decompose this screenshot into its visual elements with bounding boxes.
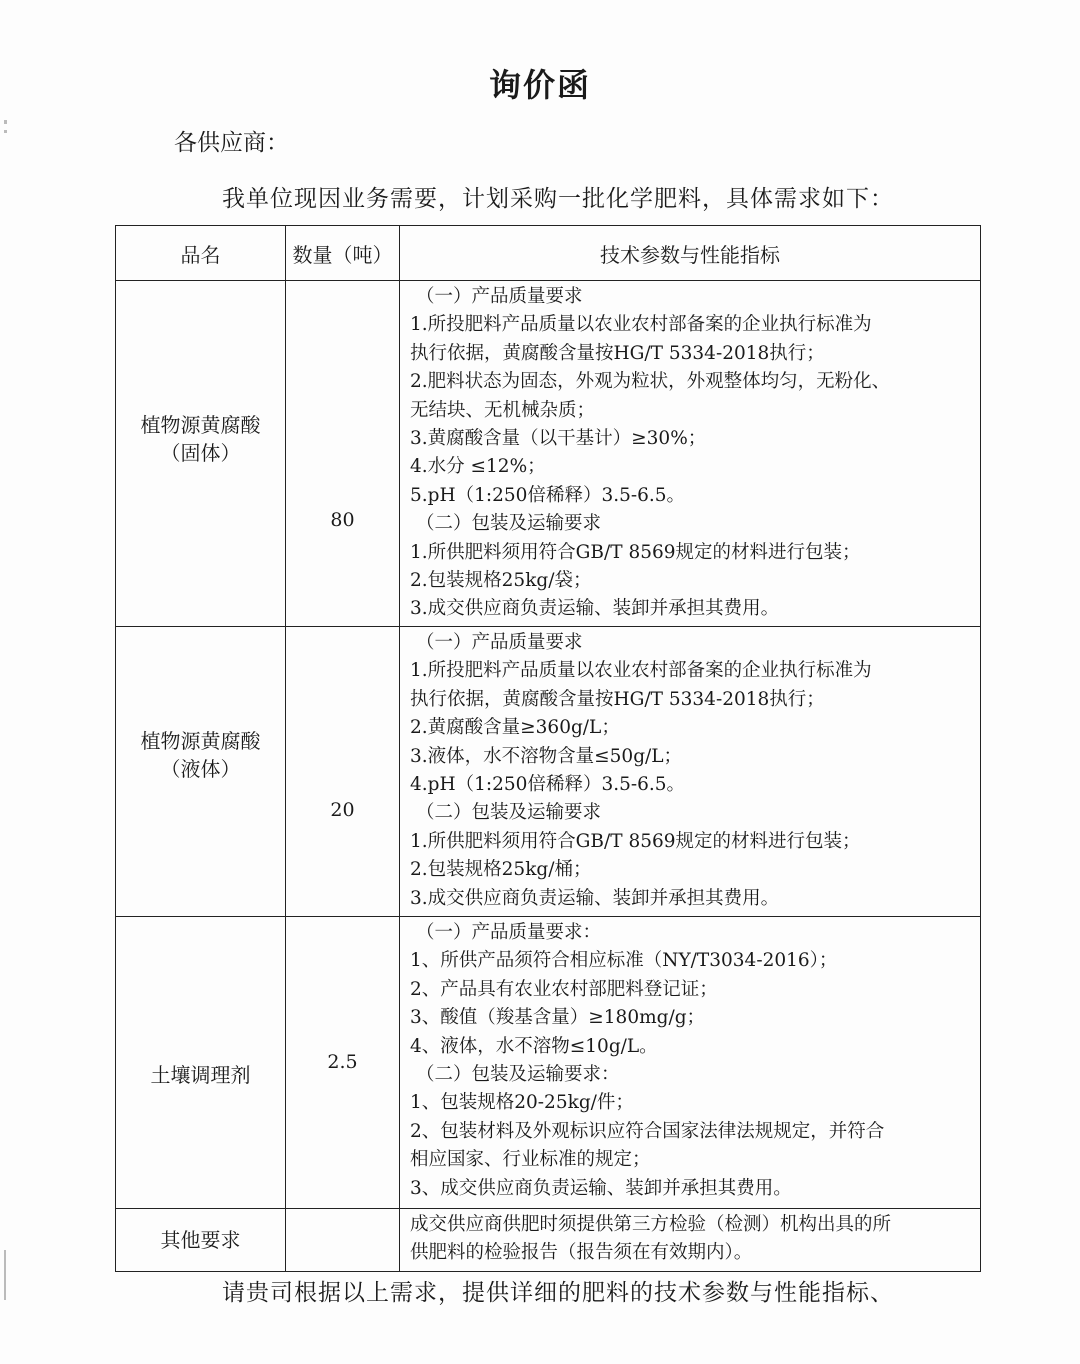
quantity-value: 20 — [330, 798, 355, 821]
spec-line: 2、产品具有农业农村部肥料登记证； — [410, 978, 718, 1000]
quantity-cell — [286, 1208, 400, 1271]
spec-line: 5.pH（1:250倍稀释）3.5-6.5。 — [410, 484, 686, 506]
spec-line: 执行依据，黄腐酸含量按HG/T 5334-2018执行； — [410, 688, 825, 710]
spec-line: 1.所投肥料产品质量以农业农村部备案的企业执行标准为 — [410, 660, 872, 682]
spec-line: （一）产品质量要求 — [416, 631, 583, 653]
spec-line: （一）产品质量要求 — [416, 286, 583, 307]
scan-artifact — [4, 130, 7, 133]
spec-line: 3、酸值（羧基含量）≥180mg/g； — [410, 1007, 706, 1029]
spec-cell — [400, 1208, 981, 1271]
spec-line: 成交供应商供肥时须提供第三方检验（检测）机构出具的所 — [410, 1213, 892, 1235]
product-form: （液体） — [160, 757, 241, 782]
spec-line: 3.黄腐酸含量（以干基计）≥30%； — [410, 428, 707, 450]
spec-line: （二）包装及运输要求 — [416, 513, 602, 535]
table-header-row — [116, 226, 981, 281]
salutation: 各供应商： — [174, 130, 289, 156]
spec-line: 3.液体，水不溶物含量≤50g/L； — [410, 745, 683, 767]
spec-line: 1.所投肥料产品质量以农业农村部备案的企业执行标准为 — [410, 314, 872, 336]
spec-line: 3、成交供应商负责运输、装卸并承担其费用。 — [410, 1177, 792, 1199]
table-row — [116, 1208, 981, 1271]
quantity-cell — [286, 281, 400, 627]
other-requirements-label: 其他要求 — [160, 1227, 241, 1252]
spec-line: （一）产品质量要求： — [416, 921, 602, 943]
spec-cell — [400, 281, 981, 627]
intro-paragraph: 我单位现因业务需要，计划采购一批化学肥料，具体需求如下： — [222, 186, 894, 212]
table-row — [116, 626, 981, 916]
spec-line: 执行依据，黄腐酸含量按HG/T 5334-2018执行； — [410, 342, 825, 364]
spec-line: 2.肥料状态为固态，外观为粒状，外观整体均匀，无粉化、 — [410, 371, 891, 393]
spec-line: 1.所供肥料须用符合GB/T 8569规定的材料进行包装； — [410, 541, 861, 563]
quantity-value: 80 — [330, 509, 355, 531]
spec-line: 相应国家、行业标准的规定； — [410, 1149, 651, 1171]
product-name: 植物源黄腐酸 — [140, 729, 261, 754]
requirements-table — [115, 225, 981, 1272]
spec-line: 2.包装规格25kg/袋； — [410, 570, 592, 592]
spec-line: （二）包装及运输要求： — [416, 1063, 620, 1085]
spec-line: 2.包装规格25kg/桶； — [410, 859, 592, 881]
product-form: （固体） — [160, 441, 241, 466]
table-row — [116, 916, 981, 1208]
spec-line: （二）包装及运输要求 — [416, 802, 602, 824]
spec-line: 供肥料的检验报告（报告须在有效期内）。 — [410, 1242, 753, 1264]
spec-line: 3.成交供应商负责运输、装卸并承担其费用。 — [410, 887, 780, 909]
product-name: 土壤调理剂 — [150, 1063, 251, 1088]
product-name-cell — [116, 1208, 286, 1271]
product-name-cell — [116, 626, 286, 916]
scan-artifact — [4, 1250, 6, 1300]
product-name-cell — [116, 916, 286, 1208]
product-name-cell — [116, 281, 286, 627]
header-quantity: 数量（吨） — [286, 226, 400, 281]
spec-line: 4、液体，水不溶物≤10g/L。 — [410, 1035, 658, 1057]
header-product-name: 品名 — [116, 226, 286, 281]
table-row — [116, 281, 981, 627]
spec-line: 4.水分 ≤12%； — [410, 456, 546, 478]
spec-cell — [400, 916, 981, 1208]
spec-line: 4.pH（1:250倍稀释）3.5-6.5。 — [410, 773, 686, 795]
quantity-value: 2.5 — [327, 1051, 358, 1074]
product-name: 植物源黄腐酸 — [140, 413, 261, 438]
closing-paragraph: 请贵司根据以上需求，提供详细的肥料的技术参数与性能指标、 — [222, 1280, 894, 1306]
spec-cell — [400, 626, 981, 916]
scan-artifact — [4, 120, 7, 124]
spec-line: 3.成交供应商负责运输、装卸并承担其费用。 — [410, 598, 780, 620]
spec-line: 1.所供肥料须用符合GB/T 8569规定的材料进行包装； — [410, 830, 861, 852]
spec-line: 1、所供产品须符合相应标准（NY/T3034-2016）； — [410, 950, 838, 972]
quantity-cell — [286, 626, 400, 916]
document-title: 询价函 — [488, 66, 591, 104]
spec-line: 无结块、无机械杂质； — [410, 399, 596, 421]
header-specs: 技术参数与性能指标 — [400, 226, 981, 281]
spec-line: 2、包装材料及外观标识应符合国家法律法规规定，并符合 — [410, 1120, 885, 1142]
spec-line: 1、包装规格20-25kg/件； — [410, 1092, 634, 1114]
spec-line: 2.黄腐酸含量≥360g/L； — [410, 717, 620, 739]
quantity-cell — [286, 916, 400, 1208]
